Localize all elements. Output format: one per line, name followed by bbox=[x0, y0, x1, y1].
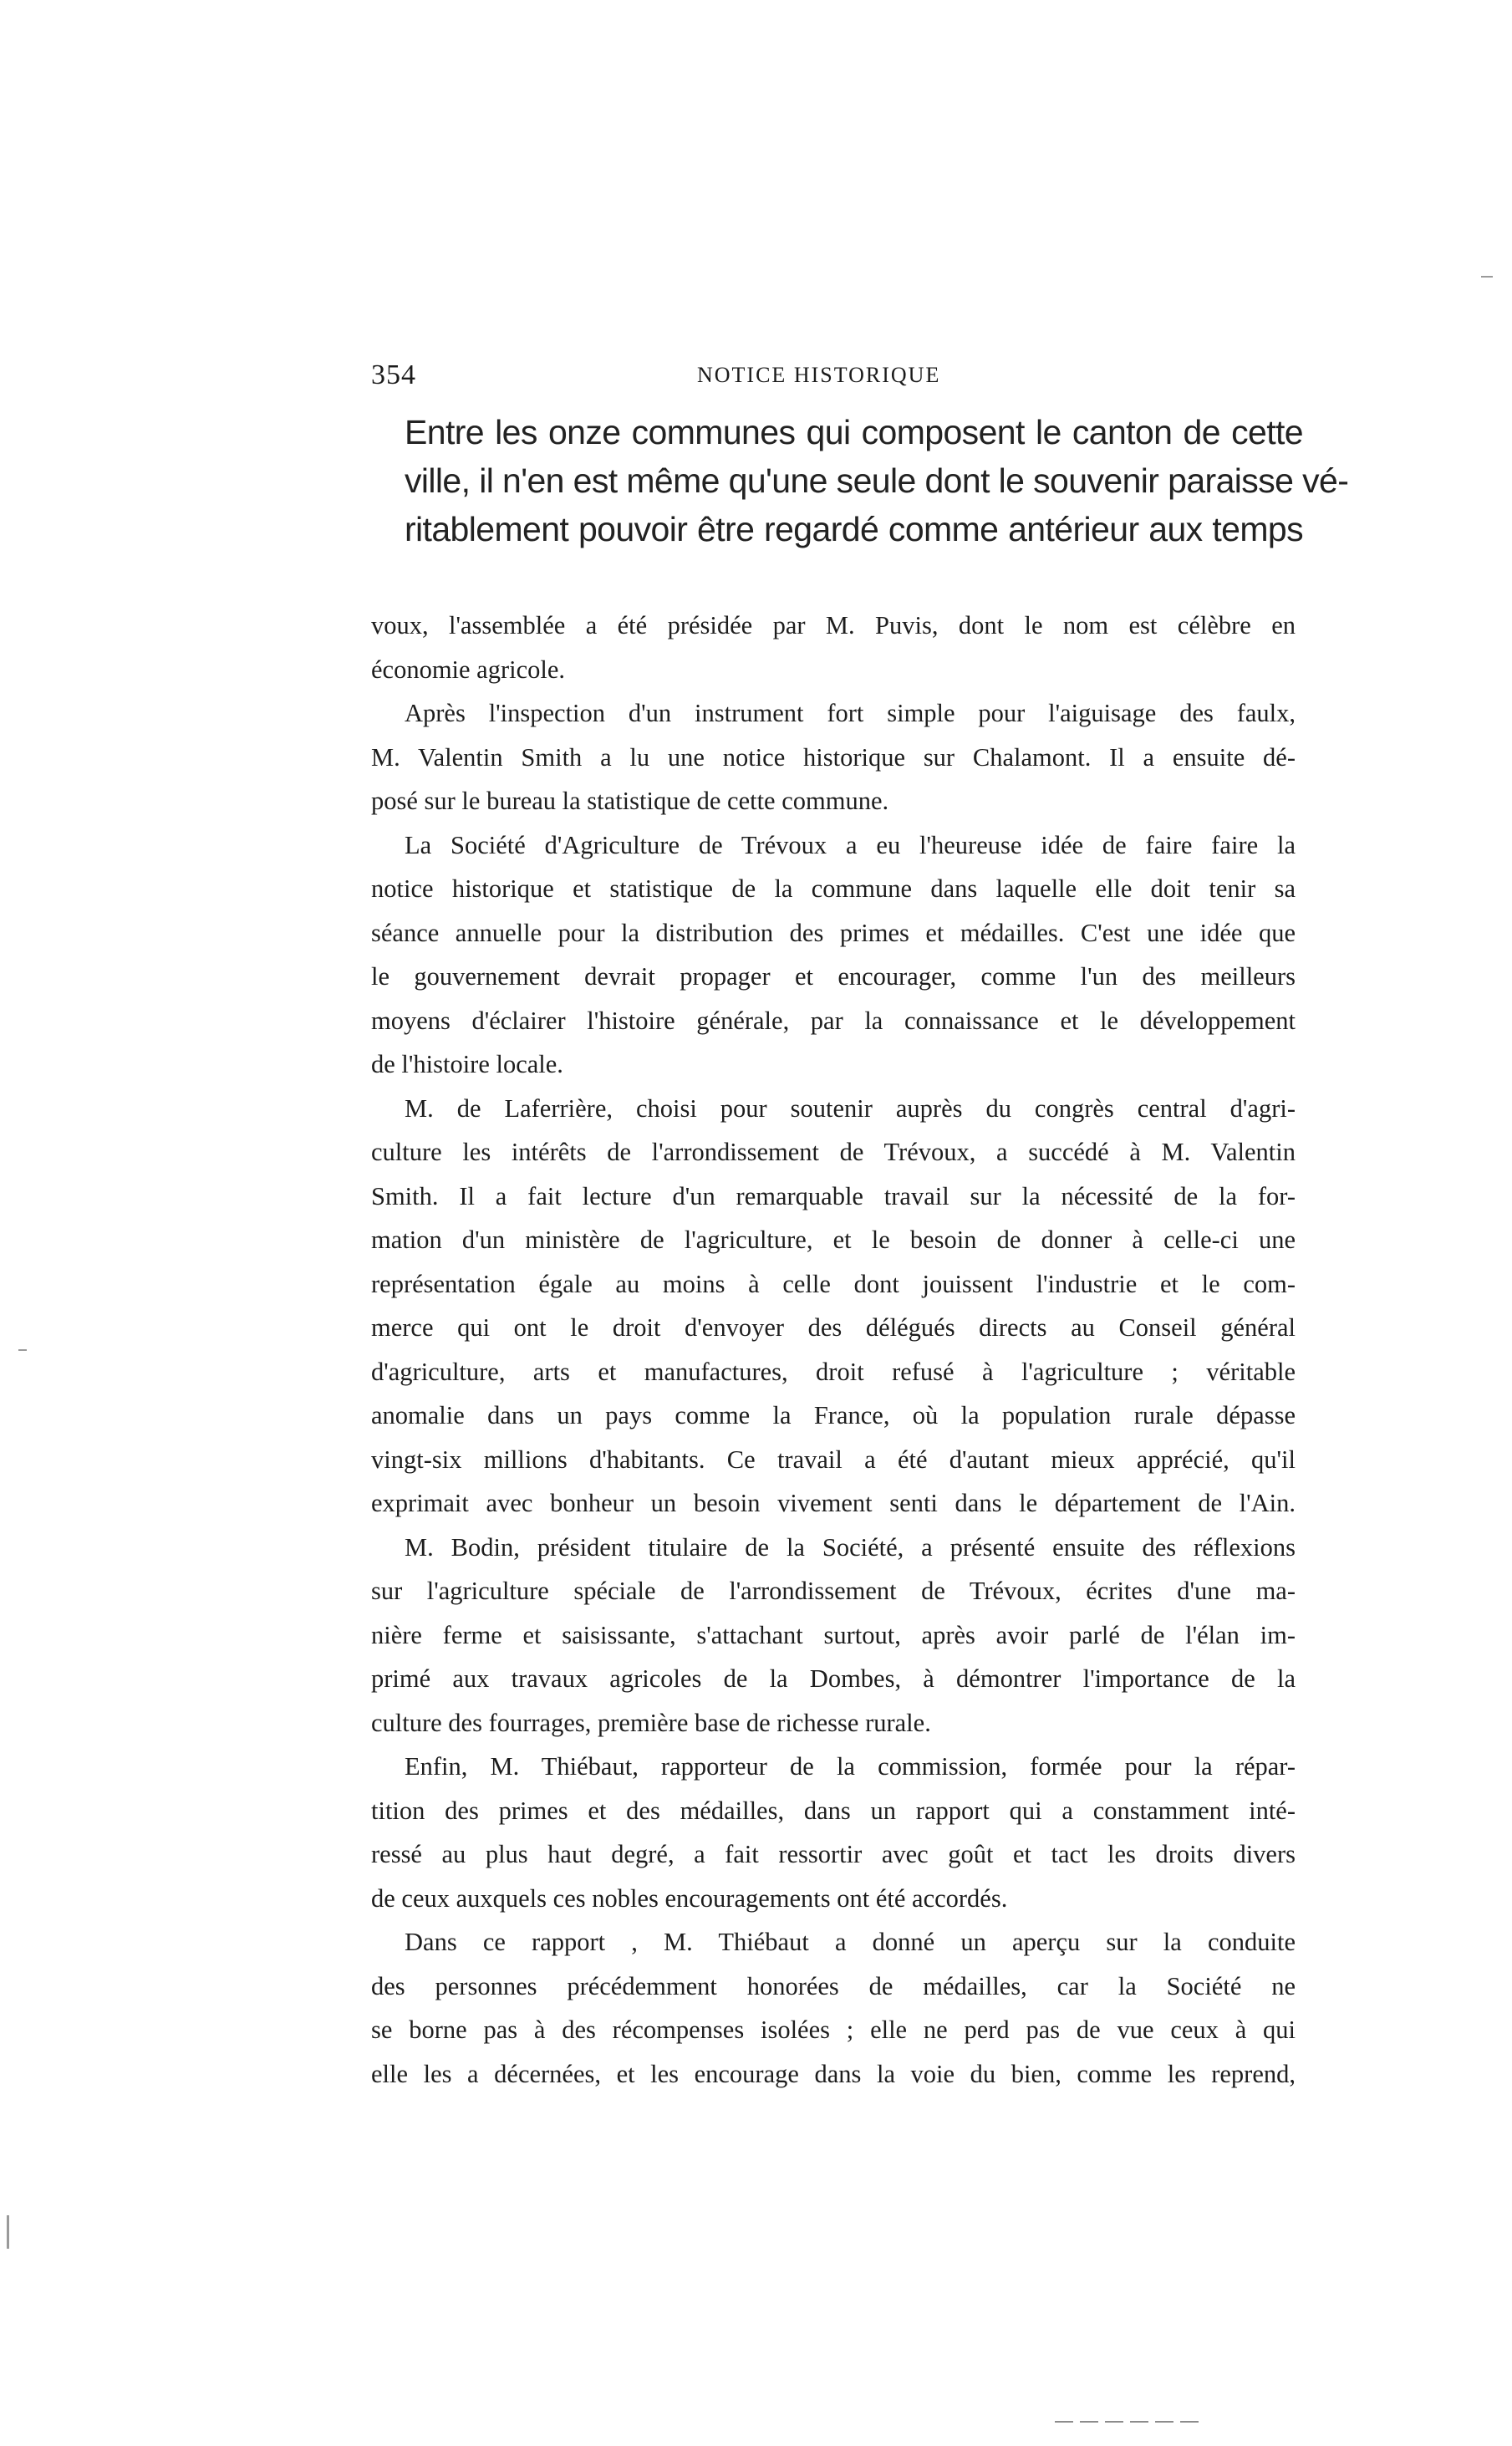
body-text bbox=[371, 604, 1296, 2096]
text-line: vingt-six millions d'habitants. Ce travail a été d'autant mieux apprécié, qu'il bbox=[371, 1445, 1296, 1474]
slip-line: ville, il n'en est même qu'une seule dont le souvenir paraisse vé- bbox=[405, 461, 1349, 500]
text-line: sur l'agriculture spéciale de l'arrondissement de Trévoux, écrites d'une ma- bbox=[371, 1577, 1296, 1605]
text-line: le gouvernement devrait propager et encourager, comme l'un des meilleurs bbox=[371, 962, 1296, 991]
text-line: M. Valentin Smith a lu une notice historique sur Chalamont. Il a ensuite dé- bbox=[371, 742, 1296, 772]
text-line: culture des fourrages, première base de richesse rurale. bbox=[371, 1708, 931, 1737]
text-line: économie agricole. bbox=[371, 655, 566, 684]
scan-speck bbox=[1481, 276, 1493, 278]
text-line: séance annuelle pour la distribution des primes et médailles. C'est une idée que bbox=[371, 918, 1296, 947]
text-line: nière ferme et saisissante, s'attachant surtout, après avoir parlé de l'élan im- bbox=[371, 1620, 1296, 1649]
text-line: notice historique et statistique de la commune dans laquelle elle doit tenir sa bbox=[371, 874, 1296, 903]
page-header bbox=[371, 359, 1291, 393]
text-line: culture les intérêts de l'arrondissement de Trévoux, a succédé à M. Valentin bbox=[371, 1138, 1296, 1166]
slip-line: ritablement pouvoir être regardé comme antérieur aux temps bbox=[405, 510, 1303, 548]
scan-speck bbox=[7, 2215, 9, 2249]
text-line: merce qui ont le droit d'envoyer des délégués directs au Conseil général bbox=[371, 1313, 1296, 1342]
running-title: NOTICE HISTORIQUE bbox=[697, 363, 941, 387]
text-line: Smith. Il a fait lecture d'un remarquable travail sur la nécessité de la for- bbox=[371, 1181, 1296, 1210]
text-line: de l'histoire locale. bbox=[371, 1050, 563, 1078]
text-line: Enfin, M. Thiébaut, rapporteur de la commission, formée pour la répar- bbox=[405, 1752, 1296, 1781]
text-line: M. de Laferrière, choisi pour soutenir auprès du congrès central d'agri- bbox=[405, 1093, 1296, 1123]
text-line: mation d'un ministère de l'agriculture, et le besoin de donner à celle-ci une bbox=[371, 1226, 1296, 1254]
text-line: d'agriculture, arts et manufactures, droit refusé à l'agriculture ; véritable bbox=[371, 1357, 1296, 1386]
text-line: Après l'inspection d'un instrument fort simple pour l'aiguisage des faulx, bbox=[405, 699, 1296, 727]
text-line: ressé au plus haut degré, a fait ressortir avec goût et tact les droits divers bbox=[371, 1840, 1296, 1868]
text-line: se borne pas à des récompenses isolées ; elle ne perd pas de vue ceux à qui bbox=[371, 2015, 1296, 2044]
text-line: primé aux travaux agricoles de la Dombes, à démontrer l'importance de la bbox=[371, 1664, 1296, 1693]
scan-artifact-rule bbox=[1055, 2421, 1205, 2423]
text-line: des personnes précédemment honorées de médailles, car la Société ne bbox=[371, 1971, 1296, 2000]
text-line: moyens d'éclairer l'histoire générale, par la connaissance et le développement bbox=[371, 1006, 1296, 1035]
page-number: 354 bbox=[371, 359, 416, 390]
pasted-text-slip bbox=[405, 408, 1349, 553]
text-line: La Société d'Agriculture de Trévoux a eu l'heureuse idée de faire faire la bbox=[405, 830, 1296, 859]
text-line: Dans ce rapport , M. Thiébaut a donné un aperçu sur la conduite bbox=[405, 1928, 1296, 1956]
text-line: exprimait avec bonheur un besoin vivement senti dans le département de l'Ain. bbox=[371, 1489, 1296, 1517]
text-line: tition des primes et des médailles, dans un rapport qui a constamment inté- bbox=[371, 1796, 1296, 1825]
text-line: posé sur le bureau la statistique de cette commune. bbox=[371, 787, 889, 815]
text-line: M. Bodin, président titulaire de la Société, a présenté ensuite des réflexions bbox=[405, 1532, 1296, 1562]
text-line: de ceux auxquels ces nobles encouragements ont été accordés. bbox=[371, 1883, 1008, 1913]
text-line: anomalie dans un pays comme la France, où la population rurale dépasse bbox=[371, 1401, 1296, 1429]
text-line: représentation égale au moins à celle dont jouissent l'industrie et le com- bbox=[371, 1269, 1296, 1298]
text-line: elle les a décernées, et les encourage dans la voie du bien, comme les reprend, bbox=[371, 2059, 1296, 2088]
text-line: voux, l'assemblée a été présidée par M. Puvis, dont le nom est célèbre en bbox=[371, 611, 1296, 640]
slip-line: Entre les onze communes qui composent le canton de cette bbox=[405, 413, 1303, 451]
scan-speck bbox=[18, 1349, 27, 1351]
